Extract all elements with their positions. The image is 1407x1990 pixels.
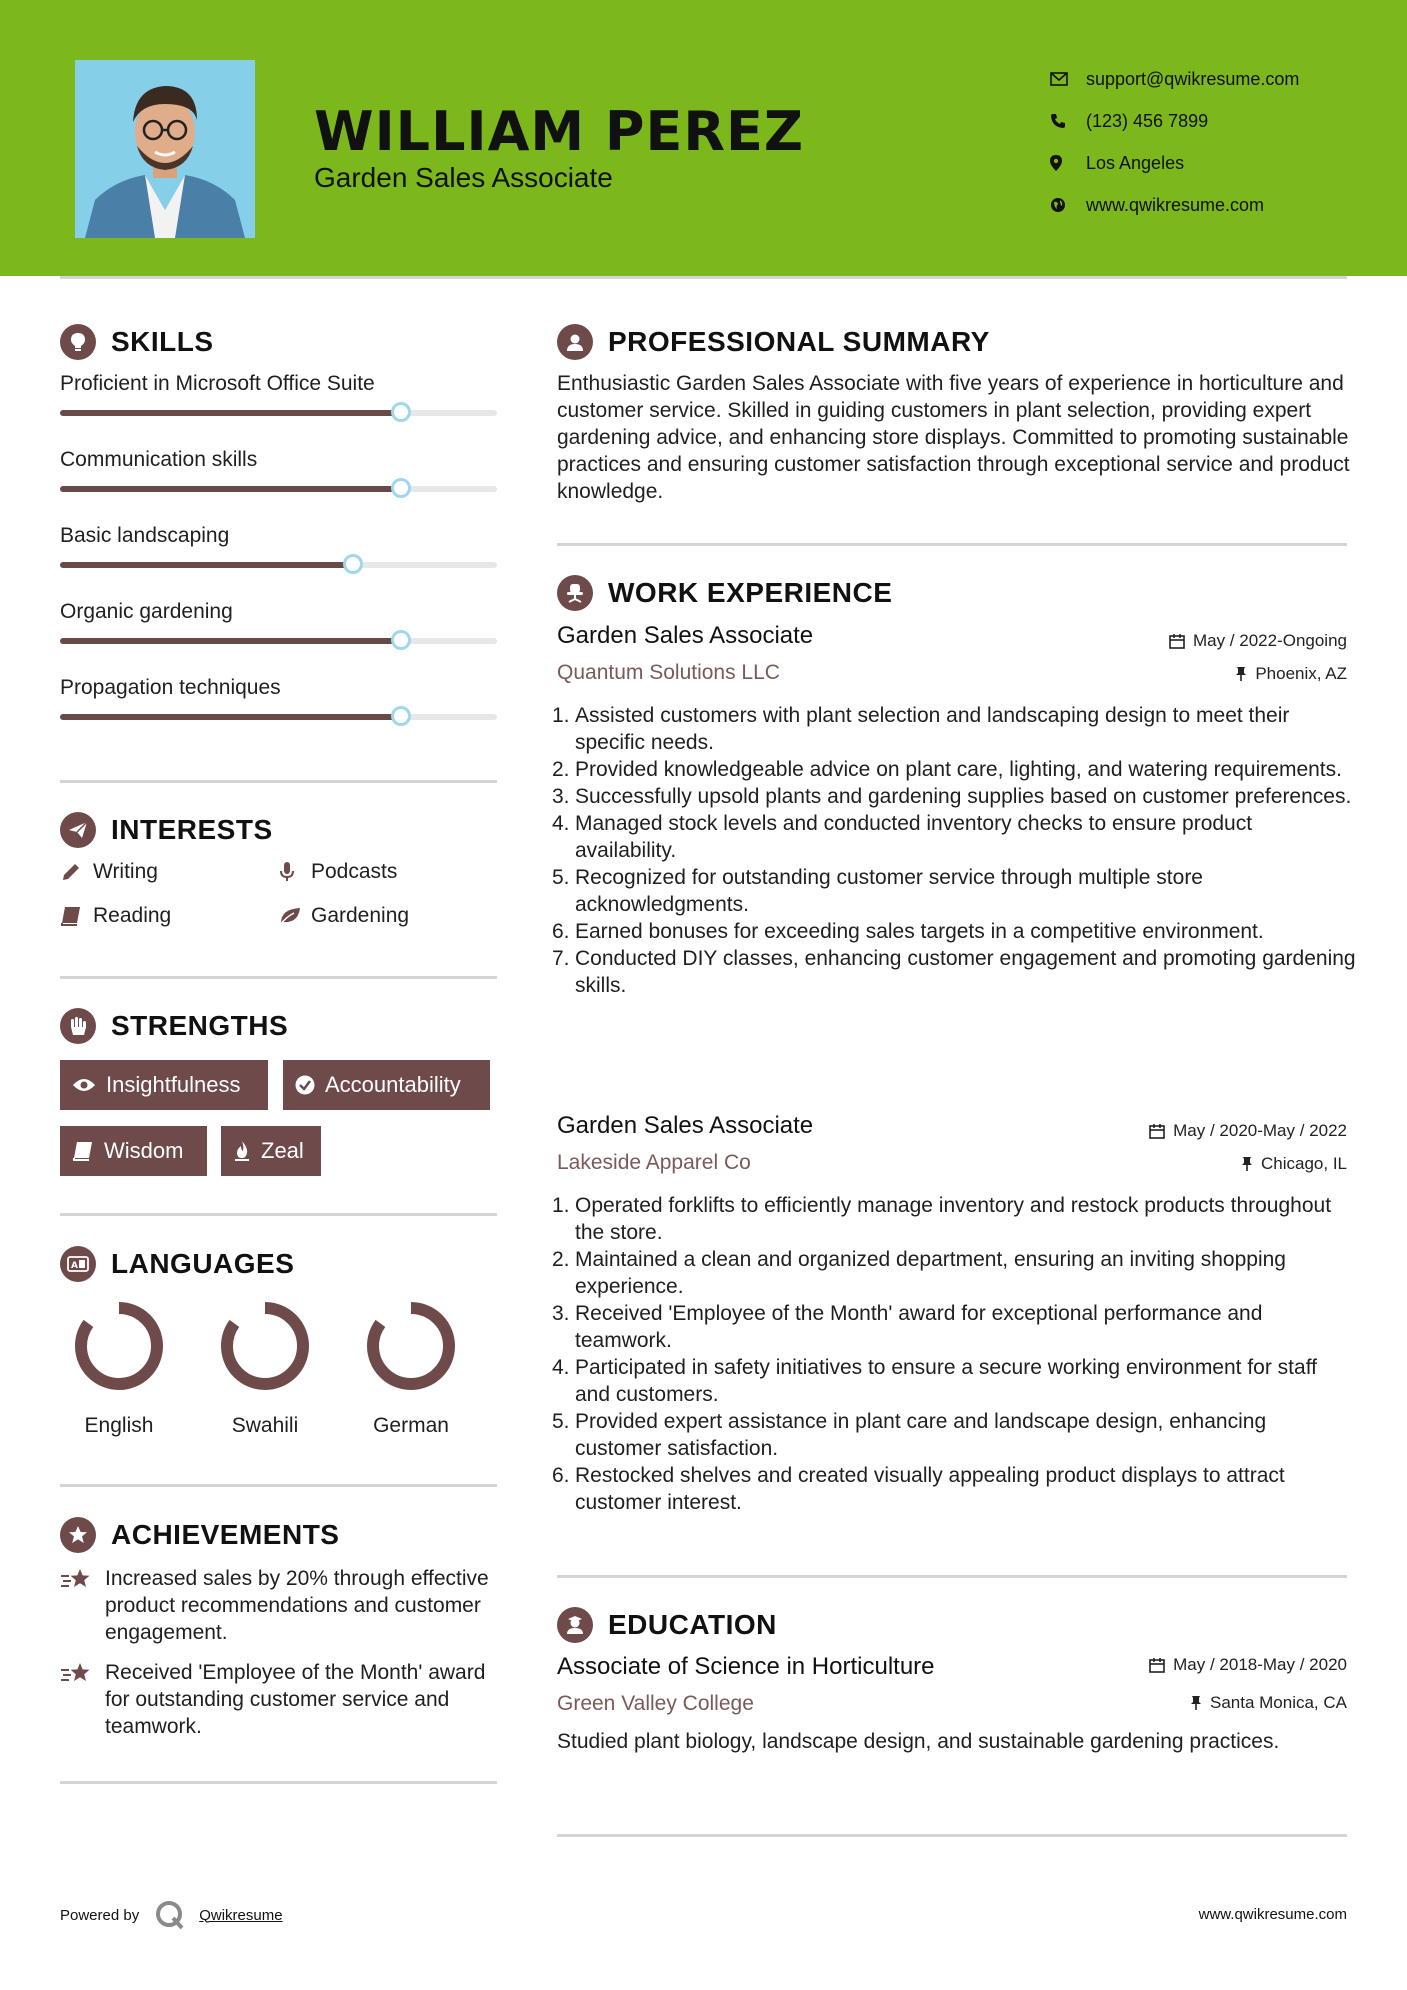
skill-bar-fill [60, 638, 401, 644]
duty-number: 3. [552, 1302, 570, 1325]
svg-text:A: A [71, 1261, 79, 1271]
job-title: Garden Sales Associate [557, 1112, 814, 1139]
profile-photo [75, 60, 255, 238]
job-duties-list [552, 1192, 1357, 1516]
achievement-item: Received 'Employee of the Month' award for outstanding customer service and teamwork. [60, 1659, 500, 1740]
job-location: Phoenix, AZ [1235, 664, 1347, 684]
duty-number: 1. [552, 1194, 570, 1217]
duty-item: 4. Managed stock levels and conducted inventory checks to ensure product availability. [552, 812, 1253, 862]
job-title: Garden Sales Associate [557, 622, 814, 649]
skill-bar-fill [60, 486, 401, 492]
contact-email[interactable]: support@qwikresume.com [1050, 58, 1299, 100]
job-location: Chicago, IL [1241, 1154, 1347, 1174]
duty-number: 2. [552, 758, 570, 781]
header-banner [0, 0, 1407, 276]
user-icon [557, 324, 593, 360]
strength-chip-insightfulness: Insightfulness [60, 1060, 268, 1110]
contact-location: Los Angeles [1050, 142, 1299, 184]
duty-item: 5. Provided expert assistance in plant care and landscape design, enhancing customer satisfaction. [552, 1410, 1267, 1460]
language-item [59, 1298, 179, 1438]
footer-brand-link[interactable]: Qwikresume [199, 1906, 283, 1924]
skill-bar-fill [60, 714, 401, 720]
strength-chip-zeal: Zeal [221, 1126, 321, 1176]
duty-item: 6. Restocked shelves and created visually appealing product displays to attract customer interest. [552, 1464, 1285, 1514]
duty-item: 3. Received 'Employee of the Month' award for exceptional performance and teamwork. [552, 1302, 1263, 1352]
skill-item [60, 372, 497, 396]
skill-bar [60, 486, 497, 492]
pushpin-icon [1190, 1695, 1202, 1711]
duty-number: 2. [552, 1248, 570, 1271]
education-divider [557, 1834, 1347, 1837]
achievements-divider [60, 1781, 497, 1784]
summary-text: Enthusiastic Garden Sales Associate with five years of experience in horticulture and customer service. Skilled in guiding customers in plant selection, providing expert gardening advice, and enhancing store displays. Committed to promoting sustainable practices and ensuring customer satisfaction through exceptional service and product knowledge. [557, 372, 1350, 503]
duty-item: 1. Operated forklifts to efficiently manage inventory and restock products throughout the store. [552, 1194, 1332, 1244]
education-heading: EDUCATION [557, 1607, 777, 1643]
skill-bar-fill [60, 562, 353, 568]
language-label: English [84, 1414, 154, 1437]
graduate-icon [557, 1607, 593, 1643]
job-company: Lakeside Apparel Co [557, 1151, 751, 1174]
skill-bar [60, 714, 497, 720]
degree-title: Associate of Science in Horticulture [557, 1653, 935, 1680]
pencil-icon [60, 861, 93, 883]
office-chair-icon [557, 575, 593, 611]
fire-icon [233, 1140, 251, 1162]
skill-bar [60, 638, 497, 644]
shooting-star-icon [60, 1659, 105, 1740]
skill-label: Propagation techniques [60, 676, 281, 699]
skill-bar-knob [391, 478, 411, 498]
strengths-divider [60, 1213, 497, 1216]
candidate-title: Garden Sales Associate [314, 162, 613, 193]
skill-bar [60, 562, 497, 568]
star-badge-icon [60, 1517, 96, 1553]
duty-item: 5. Recognized for outstanding customer service through multiple store acknowledgments. [552, 866, 1203, 916]
candidate-name: WILLIAM PEREZ [314, 100, 804, 163]
job-duties-list [552, 702, 1357, 999]
contact-list [1050, 58, 1299, 226]
duty-number: 6. [552, 920, 570, 943]
duty-number: 7. [552, 947, 570, 970]
language-label: Swahili [231, 1414, 299, 1437]
skill-item [60, 600, 497, 624]
skill-bar-fill [60, 410, 401, 416]
envelope-icon [1050, 72, 1086, 86]
language-proficiency-ring [71, 1298, 167, 1394]
fist-icon [60, 1008, 96, 1044]
skill-bar-knob [391, 402, 411, 422]
check-circle-icon [295, 1075, 315, 1095]
book-icon [72, 1141, 94, 1161]
duty-number: 4. [552, 1356, 570, 1379]
job-dates: May / 2020-May / 2022 [1149, 1121, 1347, 1141]
job-company: Quantum Solutions LLC [557, 661, 780, 684]
skill-bar [60, 410, 497, 416]
interest-gardening: Gardening [278, 904, 409, 928]
experience-divider [557, 1575, 1347, 1578]
languages-divider [60, 1484, 497, 1487]
phone-icon [1050, 113, 1086, 129]
paper-plane-icon [60, 812, 96, 848]
duty-item: 3. Successfully upsold plants and gardening supplies based on customer preferences. [552, 785, 1352, 808]
education-location: Santa Monica, CA [1190, 1693, 1347, 1713]
language-proficiency-ring [217, 1298, 313, 1394]
qwikresume-logo-icon [155, 1900, 185, 1930]
eye-icon [72, 1077, 96, 1093]
duty-number: 5. [552, 1410, 570, 1433]
language-label: German [373, 1414, 449, 1437]
interest-podcasts: Podcasts [278, 860, 397, 884]
strength-chip-wisdom: Wisdom [60, 1126, 207, 1176]
lightbulb-icon [60, 324, 96, 360]
footer-powered-by: Powered by Qwikresume [60, 1900, 283, 1930]
header-divider [60, 276, 1347, 279]
shooting-star-icon [60, 1565, 105, 1646]
duty-item: 7. Conducted DIY classes, enhancing customer engagement and promoting gardening skills. [552, 947, 1356, 997]
contact-phone[interactable]: (123) 456 7899 [1050, 100, 1299, 142]
pushpin-icon [1241, 1156, 1253, 1172]
skill-label: Organic gardening [60, 600, 233, 623]
achievements-heading: ACHIEVEMENTS [60, 1517, 339, 1553]
duty-item: 4. Participated in safety initiatives to ensure a secure working environment for staff and customers. [552, 1356, 1317, 1406]
duty-number: 4. [552, 812, 570, 835]
duty-number: 1. [552, 704, 570, 727]
education-description: Studied plant biology, landscape design, and sustainable gardening practices. [557, 1730, 1280, 1753]
skill-item [60, 448, 497, 472]
skill-bar-knob [391, 706, 411, 726]
leaf-icon [278, 906, 311, 926]
language-proficiency-ring [363, 1298, 459, 1394]
education-dates: May / 2018-May / 2020 [1149, 1655, 1347, 1675]
language-item [351, 1298, 471, 1438]
duty-number: 3. [552, 785, 570, 808]
language-icon [60, 1246, 96, 1282]
calendar-icon [1149, 1123, 1165, 1139]
language-item [205, 1298, 325, 1438]
summary-divider [557, 543, 1347, 546]
duty-item: 6. Earned bonuses for exceeding sales targets in a competitive environment. [552, 920, 1264, 943]
skill-label: Proficient in Microsoft Office Suite [60, 372, 375, 395]
achievement-item: Increased sales by 20% through effective product recommendations and customer engagement. [60, 1565, 500, 1646]
interests-heading: INTERESTS [60, 812, 273, 848]
book-icon [60, 906, 93, 926]
pushpin-icon [1235, 666, 1247, 682]
skills-heading: SKILLS [60, 324, 214, 360]
summary-heading: PROFESSIONAL SUMMARY [557, 324, 990, 360]
duty-number: 5. [552, 866, 570, 889]
map-pin-icon [1050, 155, 1086, 171]
job-dates: May / 2022-Ongoing [1169, 631, 1347, 651]
skill-bar-knob [343, 554, 363, 574]
footer-url[interactable]: www.qwikresume.com [1198, 1906, 1347, 1923]
duty-item: 2. Provided knowledgeable advice on plant care, lighting, and watering requirements. [552, 758, 1342, 781]
languages-heading: A LANGUAGES [60, 1246, 294, 1282]
skill-item [60, 676, 497, 700]
duty-number: 6. [552, 1464, 570, 1487]
strengths-heading: STRENGTHS [60, 1008, 288, 1044]
skills-divider [60, 780, 497, 783]
calendar-icon [1169, 633, 1185, 649]
interest-reading: Reading [60, 904, 171, 928]
interest-writing: Writing [60, 860, 158, 884]
skill-bar-knob [391, 630, 411, 650]
microphone-icon [278, 861, 311, 883]
skill-item [60, 524, 497, 548]
calendar-icon [1149, 1657, 1165, 1673]
duty-item: 1. Assisted customers with plant selection and landscaping design to meet their specific needs. [552, 704, 1290, 754]
experience-heading: WORK EXPERIENCE [557, 575, 892, 611]
contact-website[interactable]: www.qwikresume.com [1050, 184, 1299, 226]
strength-chip-accountability: Accountability [283, 1060, 490, 1110]
skill-label: Communication skills [60, 448, 258, 471]
skill-label: Basic landscaping [60, 524, 230, 547]
globe-icon [1050, 197, 1086, 213]
interests-divider [60, 976, 497, 979]
school-name: Green Valley College [557, 1692, 754, 1715]
duty-item: 2. Maintained a clean and organized department, ensuring an inviting shopping experience. [552, 1248, 1286, 1298]
